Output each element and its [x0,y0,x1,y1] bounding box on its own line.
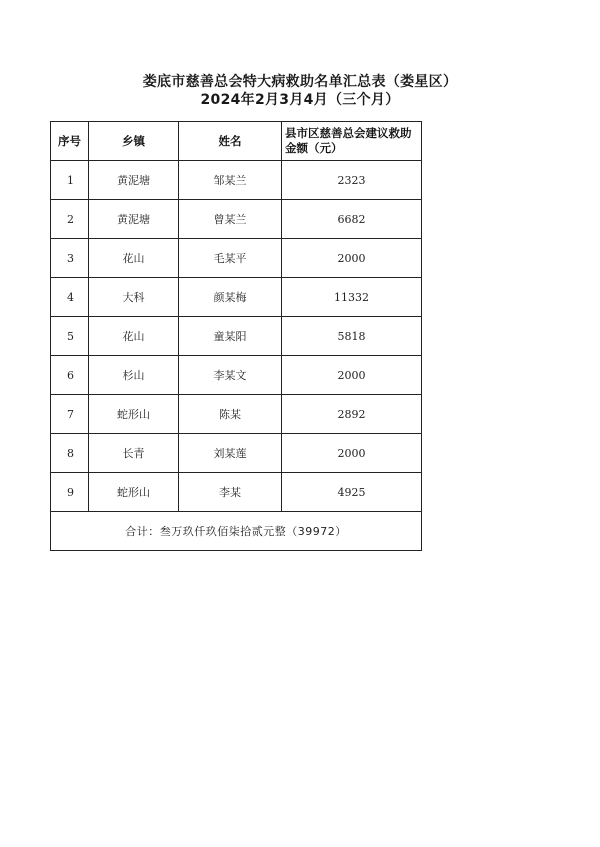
header-township: 乡镇 [89,122,179,161]
document-subtitle-period: 2024年2月3月4月（三个月） [200,92,400,108]
cell-name: 颜某梅 [179,278,282,317]
cell-township: 黄泥塘 [89,161,179,200]
table-row [51,239,422,278]
cell-township: 大科 [89,278,179,317]
cell-township: 长青 [89,434,179,473]
cell-name: 邹某兰 [179,161,282,200]
cell-name: 李某文 [179,356,282,395]
cell-seq: 2 [51,200,89,239]
cell-township: 杉山 [89,356,179,395]
cell-amount: 2892 [282,395,422,434]
cell-name: 李某 [179,473,282,512]
relief-list-table [50,121,422,551]
cell-name: 曾某兰 [179,200,282,239]
cell-amount: 4925 [282,473,422,512]
table-row [51,278,422,317]
cell-seq: 3 [51,239,89,278]
document-title: 娄底市慈善总会特大病救助名单汇总表（娄星区） [142,74,458,90]
cell-amount: 2000 [282,239,422,278]
table-row [51,356,422,395]
cell-amount: 2000 [282,434,422,473]
table-row [51,317,422,356]
cell-name: 刘某莲 [179,434,282,473]
cell-township: 黄泥塘 [89,200,179,239]
table-row [51,473,422,512]
header-amount: 县市区慈善总会建议救助金额（元） [282,122,422,161]
cell-amount: 2000 [282,356,422,395]
cell-seq: 1 [51,161,89,200]
cell-seq: 6 [51,356,89,395]
cell-township: 蛇形山 [89,395,179,434]
cell-name: 童某阳 [179,317,282,356]
header-name: 姓名 [179,122,282,161]
cell-township: 蛇形山 [89,473,179,512]
table-row [51,434,422,473]
table-header-row [51,122,422,161]
table-row [51,161,422,200]
cell-seq: 4 [51,278,89,317]
header-seq: 序号 [51,122,89,161]
cell-township: 花山 [89,239,179,278]
cell-name: 陈某 [179,395,282,434]
cell-seq: 9 [51,473,89,512]
total-row [51,512,422,551]
cell-amount: 2323 [282,161,422,200]
cell-seq: 5 [51,317,89,356]
cell-amount: 11332 [282,278,422,317]
table-row [51,200,422,239]
cell-name: 毛某平 [179,239,282,278]
cell-amount: 6682 [282,200,422,239]
cell-township: 花山 [89,317,179,356]
total-amount-text: 合计：叁万玖仟玖佰柒拾贰元整（39972） [51,512,422,551]
cell-amount: 5818 [282,317,422,356]
cell-seq: 8 [51,434,89,473]
table-row [51,395,422,434]
cell-seq: 7 [51,395,89,434]
